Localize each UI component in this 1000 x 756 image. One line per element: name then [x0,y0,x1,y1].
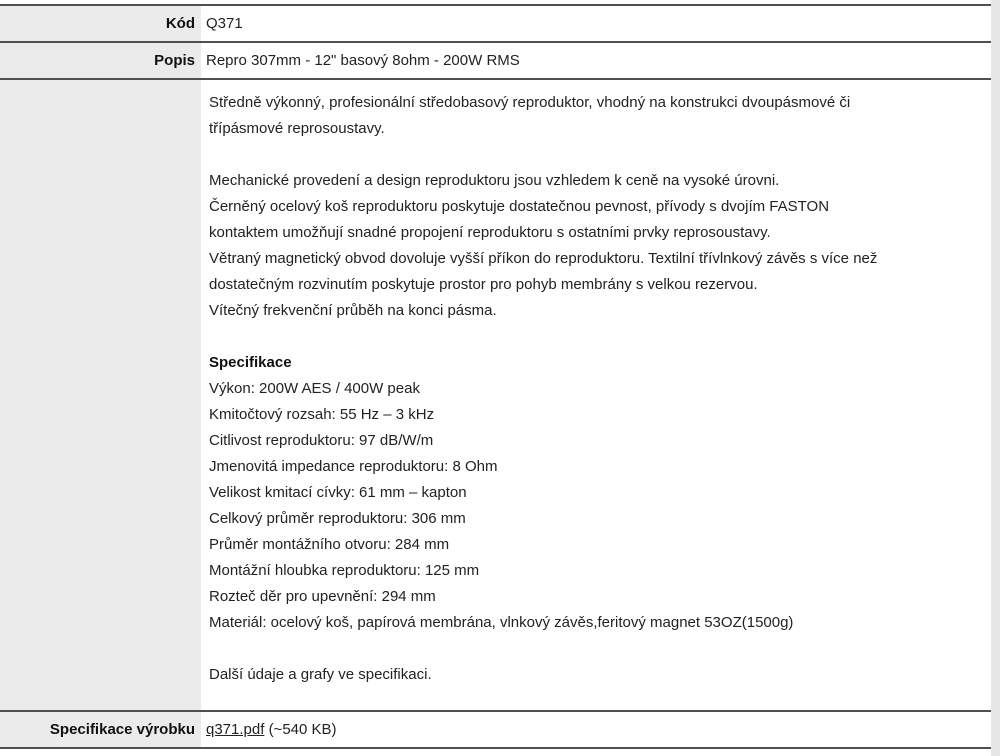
spec-heading: Specifikace [209,354,292,371]
row-code [0,4,991,41]
body-line: Mechanické provedení a design reproduktoru jsou vzhledem k ceně na vysoké úrovni. [209,172,780,189]
spec-pdf-link[interactable]: q371.pdf [206,721,265,738]
body-line: Vítečný frekvenční průběh na konci pásma. [209,302,497,319]
body-line: Větraný magnetický obvod dovoluje vyšší příkon do reproduktoru. Textilní třívlnkový závěs s více než [209,250,878,267]
spec-line-sensitivity: Citlivost reproduktoru: 97 dB/W/m [209,432,434,449]
vertical-scrollbar[interactable] [991,0,1000,756]
product-detail-table [0,4,991,749]
spec-line-depth: Montážní hloubka reproduktoru: 125 mm [209,562,480,579]
body-line: dostatečným rozvinutím poskytuje prostor pro pohyb membrány s velkou rezervou. [209,276,758,293]
product-spec-label: Specifikace výrobku [0,712,201,747]
row-details [0,78,991,710]
description-label: Popis [0,43,201,78]
intro-line: třípásmové reprosoustavy. [209,120,385,137]
spec-line-bolt-circle: Rozteč děr pro upevnění: 294 mm [209,588,436,605]
body-line: Černěný ocelový koš reproduktoru poskytuje dostatečnou pevnost, přívody s dvojím FASTON [209,198,830,215]
row-product-spec [0,710,991,749]
spec-line-frequency-range: Kmitočtový rozsah: 55 Hz – 3 kHz [209,406,435,423]
body-line: kontaktem umožňují snadné propojení reproduktoru s ostatními prvky reprosoustavy. [209,224,771,241]
details-label [0,80,201,710]
intro-line: Středně výkonný, profesionální středobasový reproduktor, vhodný na konstrukci dvoupásmové či [209,94,851,111]
spec-line-material: Materiál: ocelový koš, papírová membrána, vlnkový závěs,feritový magnet 53OZ(1500g) [209,614,794,631]
file-size: (~540 KB) [268,721,337,738]
code-label: Kód [0,6,201,41]
spec-line-voice-coil: Velikost kmitací cívky: 61 mm – kapton [209,484,467,501]
spec-line-diameter: Celkový průměr reproduktoru: 306 mm [209,510,466,527]
spec-line-cutout: Průměr montážního otvoru: 284 mm [209,536,450,553]
description-value: Repro 307mm - 12" basový 8ohm - 200W RMS [201,43,991,78]
spec-line-power: Výkon: 200W AES / 400W peak [209,380,420,397]
details-content [201,80,991,710]
code-value: Q371 [201,6,991,41]
row-description [0,41,991,78]
spec-line-impedance: Jmenovitá impedance reproduktoru: 8 Ohm [209,458,498,475]
details-footer: Další údaje a grafy ve specifikaci. [209,666,432,683]
product-spec-value [201,712,991,747]
